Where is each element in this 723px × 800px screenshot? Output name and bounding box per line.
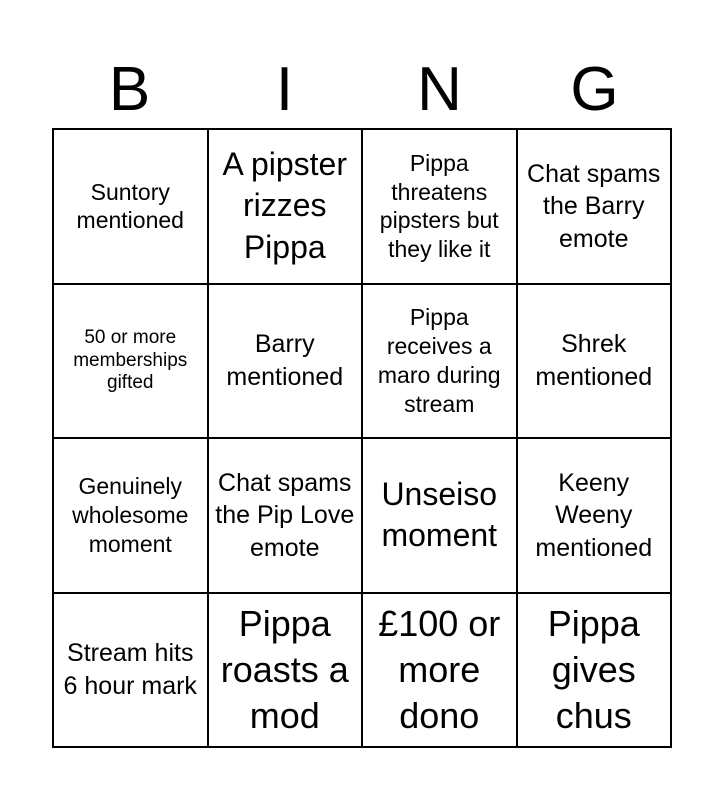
cell-text: Chat spams the Pip Love emote <box>215 468 355 562</box>
cell-text: Pippa roasts a mod <box>220 602 349 736</box>
bingo-cell[interactable] <box>363 285 518 440</box>
bingo-cell[interactable] <box>209 594 364 749</box>
bingo-cell[interactable] <box>209 285 364 440</box>
cell-text: Pippa receives a maro during stream <box>377 304 501 417</box>
header-letter-b: B <box>108 55 151 124</box>
cell-text: Keeny Weeny mentioned <box>535 468 653 562</box>
cell-text: Genuinely wholesome moment <box>72 473 189 557</box>
cell-text: Pippa gives chus <box>547 602 640 736</box>
cell-text: Pippa threatens pipsters but they like it <box>379 149 499 262</box>
cell-text: A pipster rizzes Pippa <box>222 145 347 266</box>
bingo-board <box>52 128 672 748</box>
bingo-cell[interactable] <box>209 439 364 594</box>
bingo-cell[interactable] <box>363 439 518 594</box>
bingo-cell[interactable] <box>363 594 518 749</box>
cell-text: Shrek mentioned <box>535 330 653 391</box>
bingo-cell[interactable] <box>209 130 364 285</box>
bingo-cell[interactable] <box>518 285 673 440</box>
bingo-cell[interactable] <box>363 130 518 285</box>
cell-text: £100 or more dono <box>378 602 501 736</box>
header-letter-n: N <box>417 55 462 124</box>
bingo-cell[interactable] <box>54 439 209 594</box>
bingo-cell[interactable] <box>518 439 673 594</box>
bingo-cell[interactable] <box>518 594 673 749</box>
cell-text: Chat spams the Barry emote <box>527 159 661 253</box>
cell-text: Unseiso moment <box>381 475 498 554</box>
bingo-cell[interactable] <box>54 594 209 749</box>
cell-text: Stream hits 6 hour mark <box>63 639 197 700</box>
bingo-cell[interactable] <box>518 130 673 285</box>
cell-text: Barry mentioned <box>226 330 344 391</box>
cell-text: Suntory mentioned <box>76 178 184 234</box>
bingo-cell[interactable] <box>54 130 209 285</box>
header-letter-i: I <box>275 55 294 124</box>
cell-text: 50 or more memberships gifted <box>73 327 188 393</box>
header-letter-g: G <box>570 55 619 124</box>
bingo-cell[interactable] <box>54 285 209 440</box>
